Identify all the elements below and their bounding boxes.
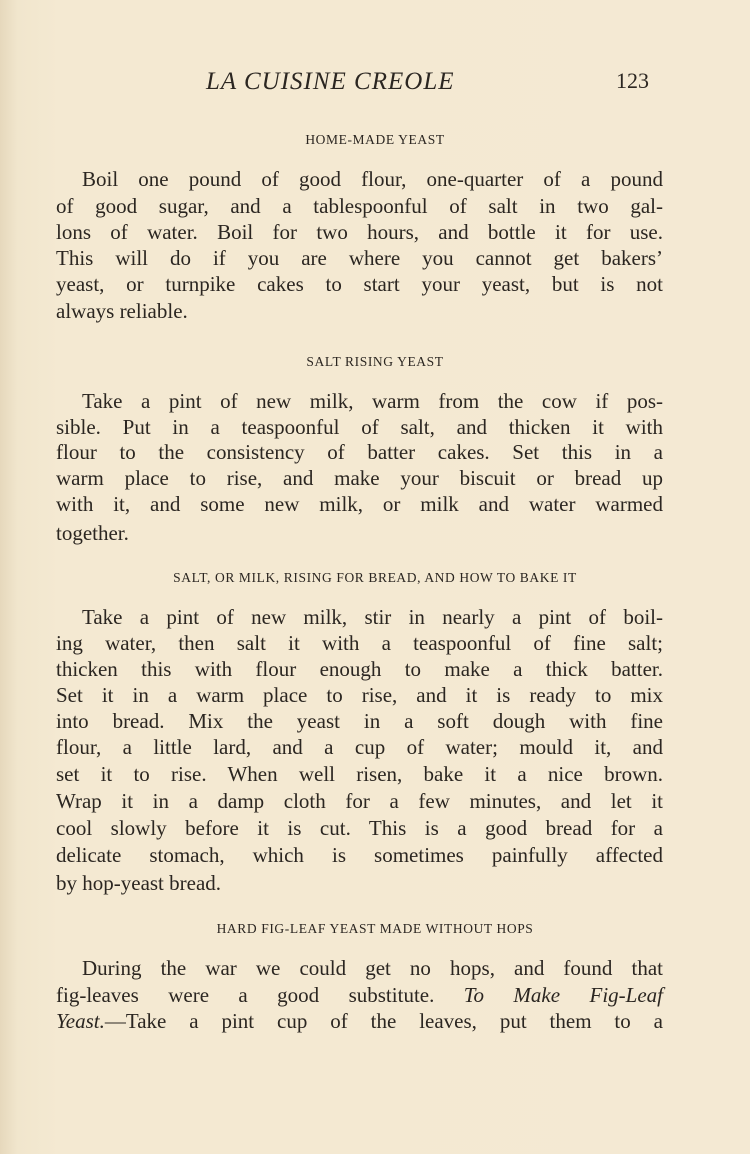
text-line: by hop-yeast bread. xyxy=(56,871,222,895)
text-line: flour to the consistency of batter cakes. Set this in a xyxy=(56,440,663,464)
text-line: Set it in a warm place to rise, and it is ready to mix xyxy=(56,683,663,707)
text-run: fig-leaves were a good substitute. xyxy=(56,983,435,1007)
section-heading: HARD FIG-LEAF YEAST MADE WITHOUT HOPS xyxy=(216,921,534,936)
text-line: lons of water. Boil for two hours, and bottle it for use. xyxy=(56,220,663,244)
text-line: Wrap it in a damp cloth for a few minutes, and let it xyxy=(56,789,663,813)
text-line: with it, and some new milk, or milk and water warmed xyxy=(56,492,663,516)
text-line: of good sugar, and a tablespoonful of salt in two gal- xyxy=(56,194,663,218)
text-line: yeast, or turnpike cakes to start your yeast, but is not xyxy=(56,272,663,296)
page-number: 123 xyxy=(616,68,649,93)
text-line: always reliable. xyxy=(56,299,188,323)
text-line: delicate stomach, which is sometimes painfully affected xyxy=(56,843,663,867)
text-line: thicken this with flour enough to make a thick batter. xyxy=(56,657,663,681)
text-line: warm place to rise, and make your biscuit or bread up xyxy=(56,466,663,490)
text-line: This will do if you are where you cannot get bakers’ xyxy=(56,246,663,270)
section-heading: SALT RISING YEAST xyxy=(306,354,444,369)
running-head-title: LA CUISINE CREOLE xyxy=(206,68,455,95)
text-line: ing water, then salt it with a teaspoonful of fine salt; xyxy=(56,631,663,655)
text-line: together. xyxy=(56,521,129,545)
text-line: Boil one pound of good flour, one-quarter of a pound xyxy=(82,167,663,191)
section-heading: SALT, OR MILK, RISING FOR BREAD, AND HOW TO BAKE IT xyxy=(173,570,577,585)
italic-run: To Make Fig-Leaf xyxy=(463,983,663,1007)
text-line: set it to rise. When well risen, bake it a nice brown. xyxy=(56,762,663,786)
text-line: cool slowly before it is cut. This is a good bread for a xyxy=(56,816,663,840)
text-line xyxy=(56,1008,663,1035)
text-run: —Take a pint cup of the leaves, put them to a xyxy=(104,1009,663,1033)
section-heading: HOME-MADE YEAST xyxy=(305,132,445,147)
text-line: into bread. Mix the yeast in a soft dough with fine xyxy=(56,709,663,733)
text-line: sible. Put in a teaspoonful of salt, and thicken it with xyxy=(56,415,663,439)
text-line: Take a pint of new milk, warm from the cow if pos- xyxy=(82,389,663,413)
text-line: flour, a little lard, and a cup of water; mould it, and xyxy=(56,735,663,759)
text-line: Take a pint of new milk, stir in nearly a pint of boil- xyxy=(82,605,663,629)
text-line: During the war we could get no hops, and found that xyxy=(82,956,663,980)
italic-run: Yeast. xyxy=(56,1009,105,1033)
text-line xyxy=(56,982,663,1009)
